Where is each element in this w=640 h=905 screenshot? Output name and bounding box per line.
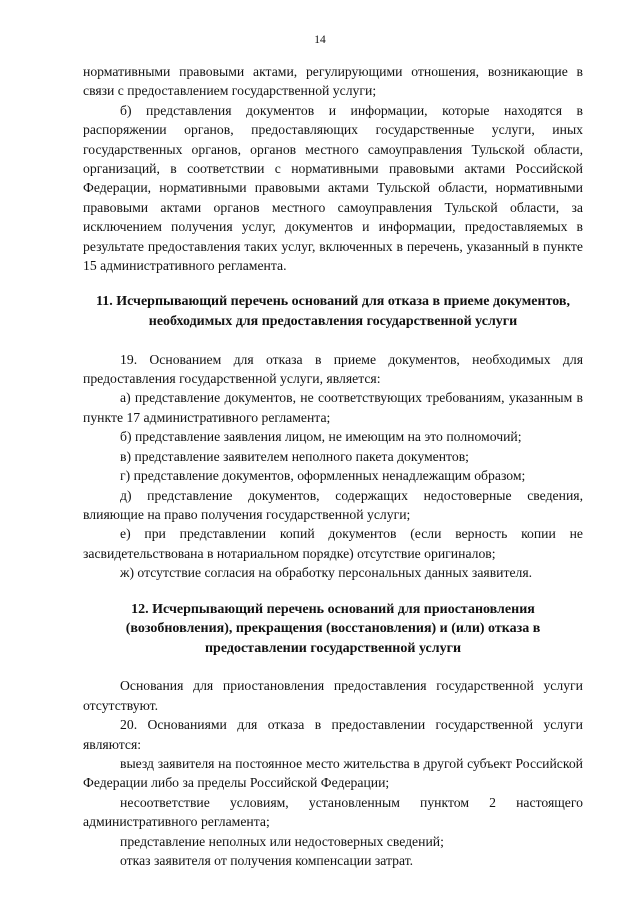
paragraph-continuation: нормативными правовыми актами, регулирующими отношения, возникающие в связи с предоставлением государственной услуги; [83,64,583,99]
list-item: г) представление документов, оформленных ненадлежащим образом; [120,468,526,484]
document-body [83,62,583,870]
section-11-title: 11. Исчерпывающий перечень оснований для отказа в приеме документов, необходимых для предоставления государственной услуги [96,294,570,330]
list-item: в) представление заявителем неполного пакета документов; [120,448,469,464]
spacer [83,658,583,676]
spacer [83,275,583,292]
list-item: б) представление заявления лицом, не имеющим на это полномочий; [120,429,522,445]
list-item: ж) отсутствие согласия на обработку персональных данных заявителя. [120,565,533,581]
spacer [83,332,583,350]
list-item: несоответствие условиям, установленным пунктом 2 настоящего административного регламента; [83,794,583,830]
list-item: а) представление документов, не соответствующих требованиям, указанным в пункте 17 административного регламента; [83,390,583,425]
page-number: 14 [314,34,326,46]
paragraph-suspension: Основания для приостановления предоставления государственной услуги отсутствуют. [83,678,583,713]
list-item: отказ заявителя от получения компенсации затрат. [120,852,414,868]
spacer [83,583,583,600]
list-item: д) представление документов, содержащих недостоверные сведения, влияющие на право получения государственной услуги; [83,487,583,522]
list-item: выезд заявителя на постоянное место жительства в другой субъект Российской Федерации либо за пределы Российской Федерации; [83,755,583,791]
paragraph-b: б) представления документов и информации, которые находятся в распоряжении органов, предоставляющих государственные услуги, иных государственных органов, органов местного самоуправления Тульской области, организаций, в соответствии с нормативными правовыми актами Российской Федерации, нормативными правовыми актами Тульской области, нормативными правовыми актами органов местного самоуправления Тульской области, за исключением получения услуг, документов и информации, предоставляемых в результате предоставления таких услуг, включенных в перечень, указанный в пункте 15 административного регламента. [83,102,583,274]
item-19: 19. Основанием для отказа в приеме документов, необходимых для предоставления государственной услуги, является: [83,351,583,387]
item-20: 20. Основаниями для отказа в предоставлении государственной услуги являются: [83,717,583,752]
list-item: представление неполных или недостоверных сведений; [120,833,444,849]
list-item: е) при представлении копий документов (если верность копии не засвидетельствована в нотариальном порядке) отсутствие оригиналов; [83,526,583,561]
section-12-title: 12. Исчерпывающий перечень оснований для приостановления (возобновления), прекращения (восстановления) и (или) отказа в предоставлении государственной услуги [125,601,541,656]
